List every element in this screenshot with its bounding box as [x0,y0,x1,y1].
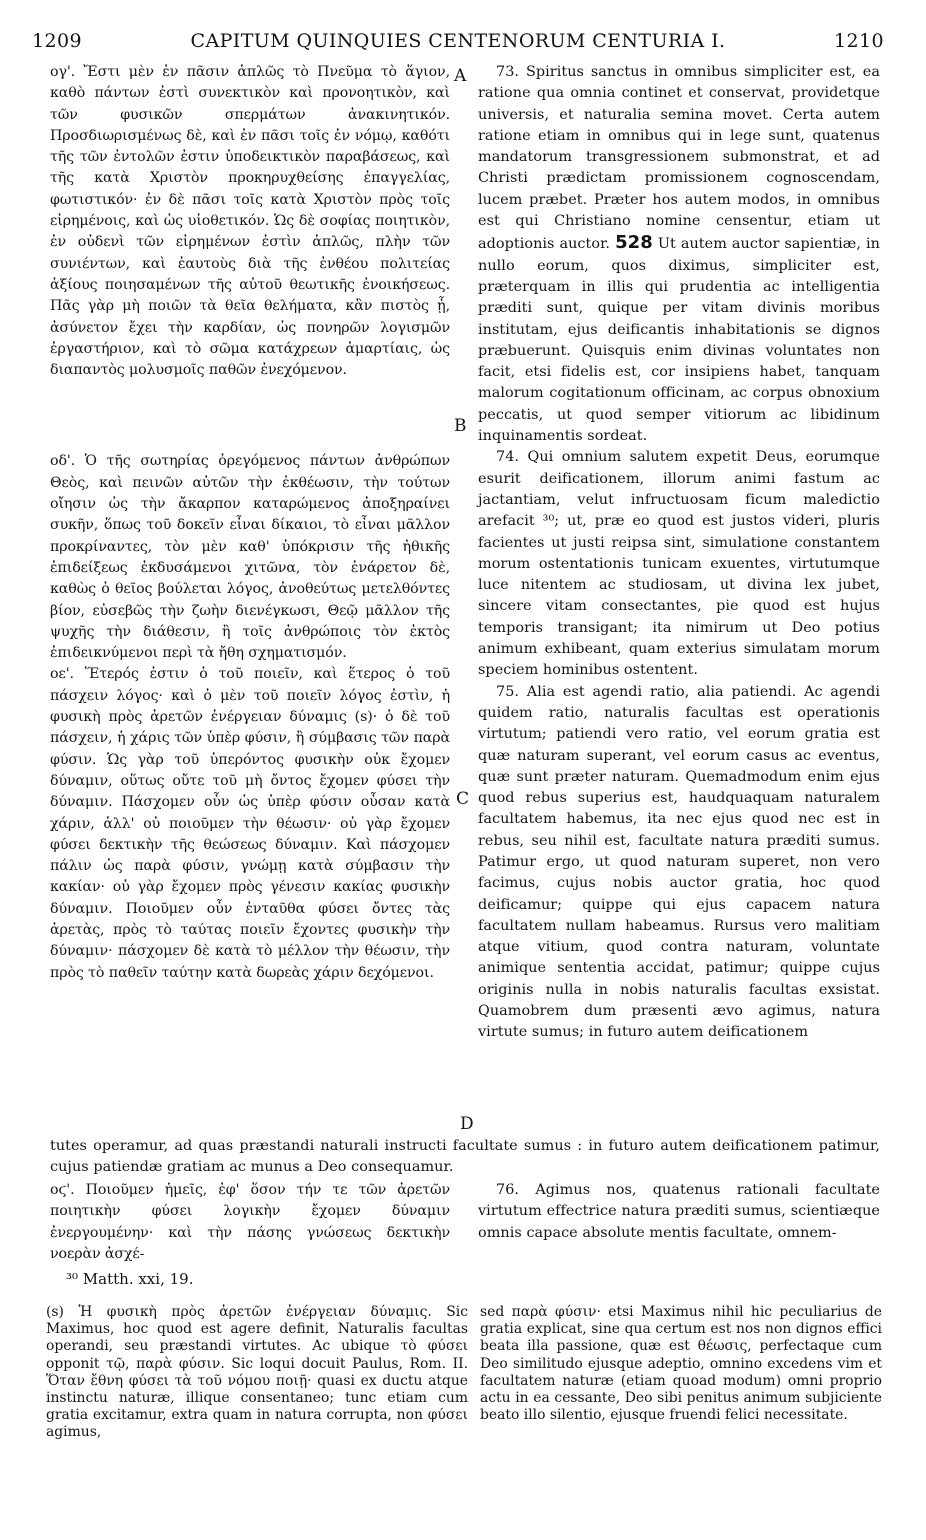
editor-note-right [480,1304,882,1424]
page-number-left: 1209 [32,30,82,52]
greek-column [50,62,450,984]
greek-chapter-75: οε'. Ἕτερός ἐστιν ὁ τοῦ ποιεῖν, καὶ ἕτερος ὁ τοῦ πάσχειν λόγος· καὶ ὁ μὲν τοῦ ποιεῖν λόγος ἐστὶν, ἡ φυσικὴ πρὸς ἀρετῶν ἐνέργειαν δύναμις (s)· ὁ δὲ τοῦ πάσχειν, ἡ χάρις τῶν ὑπὲρ φύσιν, ἢ σύμβασις τῶν παρὰ φύσιν. Ὡς γὰρ τοῦ ὑπερόντος φυσικὴν οὐκ ἔχομεν δύναμιν, οὕτως οὔτε τοῦ μὴ ὄντος ἔχομεν φύσει τὴν δύναμιν. Πάσχομεν οὖν ὡς ὑπὲρ φύσιν οὖσαν κατὰ χάριν, ἀλλ' οὐ ποιοῦμεν τὴν θέωσιν· οὐ γὰρ ἔχομεν φύσει δεκτικὴν τῆς θεώσεως δύναμιν. Καὶ πάσχομεν πάλιν ὡς παρὰ φύσιν, γνώμῃ κατὰ σύμβασιν τὴν κακίαν· οὐ γὰρ ἔχομεν πρὸς γένεσιν κακίας φυσικὴν δύναμιν. Ποιοῦμεν οὖν ἐνταῦθα φύσει ὄντες τὰς ἀρετὰς, πρὸς τὸ ταύτας ποιεῖν ἔχοντες φυσικὴν τὴν δύναμιν· πάσχομεν δὲ κατὰ τὸ μέλλον τὴν θέωσιν, τὴν πρὸς τὸ παθεῖν ταύτην κατὰ δωρεὰς χάριν δεχόμενοι. [50,666,450,981]
running-title: CAPITUM QUINQUIES CENTENORUM CENTURIA I. [190,30,726,52]
greek-chapter-76-column [50,1180,450,1265]
running-header [32,30,884,58]
footnote-30: ³⁰ Matth. xxi, 19. [66,1270,194,1288]
latin-chapter-74: 74. Qui omnium salutem expetit Deus, eorumque esurit deificationem, illorum animi fastum ac jactantiam, velut infructuosam ficum maledictio arefacit ³⁰; ut, præ eo quod est justos videri, pluris facientes ut justi reipsa sint, simulatione constantem morum ostentationis tunicam exuentes, virtutumque luce nitentem ac studiosam, ut divina lex jubet, sincere vitam consectantes, pie quod est hujus temporis transigant; ita nimirum ut Deo potius animum exhibeant, quam exterius simulatam morum speciem hominibus ostentent. [478,449,880,679]
margin-letter-a: A [454,66,467,86]
margin-number-badge: 528 [615,232,653,254]
latin-chapter-75: 75. Alia est agendi ratio, alia patiendi. Ac agendi quidem ratio, naturalis facultas est operationis virtutum; patiendi vero ratio, vel eorum gratia est quæ naturam superant, vel eorum casus ac eventus, quæ sunt præter naturam. Quemadmodum enim ejus quod rebus superius est, haudquaquam naturalem facultatem habemus, ita nec ejus quod nec est in rebus, seu nihil est, facultate natura præditi sumus. Patimur ergo, ut quod naturam superet, non vero facimus, cujus nobis auctor gratia, hoc quod deificamur; quippe qui ejus capacem natura facultatem nullam habeamus. Rursus vero malitiam atque vitium, quod contra naturam, voluntate animique sententia accidat, patimur; quippe cujus originis nulla in nobis naturalis facultas exsistat. Quamobrem dum præsenti ævo agimus, natura virtute sumus; in futuro autem deificationem [478,683,880,1041]
editor-note-s-part-2: sed παρὰ φύσιν· etsi Maximus nihil hic peculiarius de gratia explicat, sine qua certum est nos non dignos effici beata illa passione, quæ est θέωσις, perfectaque cum Deo similitudo ejusque adeptio, omnino excedens vim et facultatem naturæ (etiam quoad modum) omni proprio actu in ea cessante, Deo sibi penitus animum subjiciente beato illo silentio, ejusque fruendi felici necessitate. [480,1304,882,1424]
footnote-reference [66,1271,466,1288]
latin-chapter-76: 76. Agimus nos, quatenus rationali facultate virtutum effectrice natura præditi sumus, scientiæque omnis capace absolute mentis facultate, omnem- [478,1182,880,1241]
greek-chapter-74: οδ'. Ὁ τῆς σωτηρίας ὀρεγόμενος πάντων ἀνθρώπων Θεὸς, καὶ πεινῶν αὐτῶν τὴν ἐκθέωσιν, τὴν τούτων οἴησιν ὡς τὴν ἄκαρπον καταρώμενος ἀποξηραίνει συκῆν, ὅπως τοῦ δοκεῖν εἶναι δίκαιοι, τὸ εἶναι μᾶλλον προκρίναντες, τὸν μὲν καθ' ὑπόκρισιν τῆς ἠθικῆς ἐπιδείξεως ἐκδυσάμενοι χιτῶνα, τὸν ἐνάρετον δὲ, καθὼς ὁ θεῖος βούλεται λόγος, ἀνοθεύτως μετελθόντες βίον, εὐσεβῶς τὴν ζωὴν διενέγκωσι, Θεῷ μᾶλλον τῆς ψυχῆς τὴν διάθεσιν, ἢ τοῖς ἀνθρώποις τὸν ἐκτὸς ἐπιδεικνύμενοι περὶ τὰ ἤθη σχηματισμόν. [50,453,450,662]
margin-letter-d: D [460,1114,474,1134]
full-width-text: tutes operamur, ad quas præstandi naturali instructi facultate sumus : in futuro autem deificationem patimur, cujus patiendæ gratiam ac munus a Deo consequamur. [50,1138,880,1176]
latin-73-part-2: Ut autem auctor sapientiæ, in nullo eorum, quos diximus, simpliciter est, præterquam in illis qui prudentia ac intelligentia præditi sunt, quique per vitam divinis moribus institutam, ejus deificantis inhabitationis se dignos præbuerunt. Quisquis enim divinas voluntates non facit, etsi fidelis est, cor insipiens habet, tanquam malorum cogitationum officinam, ac corpus obnoxium peccatis, ut quod semper vitiorum ac libidinum inquinamentis sordeat. [478,236,880,445]
full-width-continuation [50,1136,880,1179]
latin-column [478,62,880,1044]
latin-73-part-1: 73. Spiritus sanctus in omnibus simpliciter est, ea ratione qua omnia continet et conservat, providetque universis, et naturalia semina movet. Certa autem ratione etiam in omnibus qui in lege sunt, quatenus mandatorum transgressionem submonstrat, et ad Christi prædictam promissionem cognoscendam, lucem præbet. Præter hos autem modos, in omnibus est qui Christiano nomine censentur, etiam ut adoptionis auctor. [478,64,880,253]
margin-letter-b: B [454,416,467,436]
greek-chapter-73: ογ'. Ἔστι μὲν ἐν πᾶσιν ἁπλῶς τὸ Πνεῦμα τὸ ἅγιον, καθὸ πάντων ἐστὶ συνεκτικὸν καὶ προνοητικὸν, καὶ τῶν φυσικῶν σπερμάτων ἀνακινητικόν. Προσδιωρισμένως δὲ, καὶ ἐν πᾶσι τοῖς ἐν νόμῳ, καθότι τῆς τῶν ἐντολῶν ἐστιν ὑποδεικτικὸν παραβάσεως, καὶ τῆς κατὰ Χριστὸν προκηρυχθείσης ἐπαγγελίας, φωτιστικόν· ἐν δὲ πᾶσι τοῖς κατὰ Χριστὸν πρὸς τοῖς εἰρημένοις, καὶ ὡς υἱοθετικόν. Ὡς δὲ σοφίας ποιητικὸν, ἐν οὐδενὶ τῶν εἰρημένων ἐστὶν ἁπλῶς, πλὴν τῶν συνιέντων, καὶ ἑαυτοὺς διὰ τῆς ἐνθέου πολιτείας ἀξίους ποιησαμένων τῆς αὐτοῦ θεωτικῆς ἐνοικήσεως. Πᾶς γὰρ μὴ ποιῶν τὰ θεῖα θελήματα, κἂν πιστὸς ᾖ, ἀσύνετον ἔχει τὴν καρδίαν, ὡς πονηρῶν λογισμῶν ἐργαστήριον, καὶ τὸ σῶμα κατάχρεων ἁμαρτίαις, ὡς διαπαντὸς μολυσμοῖς παθῶν ἐνεχόμενον. [50,64,450,379]
greek-chapter-76: οϛ'. Ποιοῦμεν ἡμεῖς, ἐφ' ὅσον τήν τε τῶν ἀρετῶν ποιητικὴν φύσει λογικὴν ἔχομεν δύναμιν ἐνεργουμένην· καὶ τὴν πάσης γνώσεως δεκτικὴν νοερὰν ἀσχέ- [50,1182,450,1262]
latin-chapter-73 [478,62,880,447]
page-number-right: 1210 [834,30,884,52]
latin-chapter-76-column [478,1180,880,1244]
editor-note-s-part-1: (s) Ἡ φυσικὴ πρὸς ἀρετῶν ἐνέργειαν δύναμις. Sic Maximus, hoc quod est agere definit, Naturalis facultas operandi, seu præstandi virtutes. Ac ubique τὸ φύσει opponit τῷ, παρὰ φύσιν. Sic loqui docuit Paulus, Rom. II. Ὅταν ἔθνη φύσει τὰ τοῦ νόμου ποιῇ· quasi ex ductu atque instinctu naturæ, illique consentaneo; tunc etiam cum gratia excitamur, extra quam in natura corrupta, non φύσει agimus, [46,1304,468,1441]
editor-note-left [46,1304,468,1442]
margin-letter-c: C [456,789,470,809]
